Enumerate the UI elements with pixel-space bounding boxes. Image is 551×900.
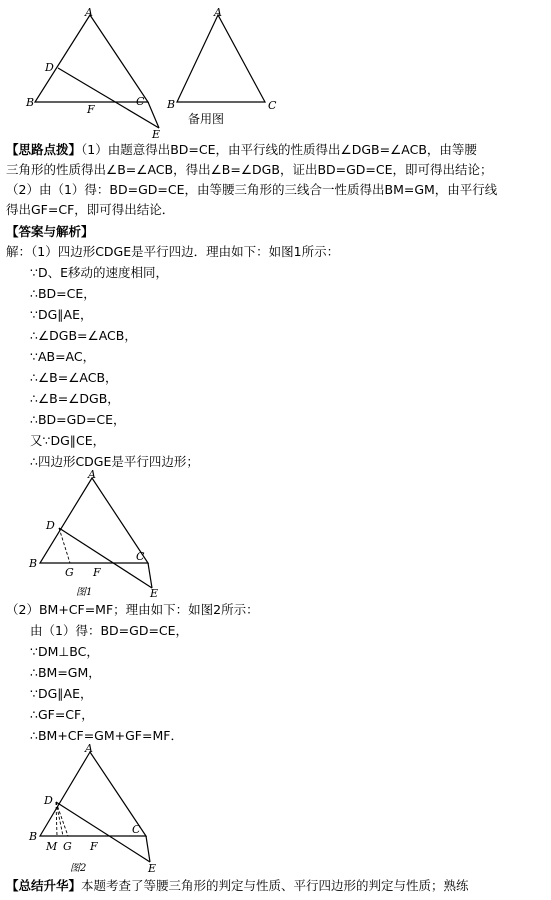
- point-label-f: F: [87, 103, 95, 116]
- fig1-label-e: E: [150, 587, 159, 600]
- part2-step: ∴BM=GM，: [30, 665, 101, 680]
- fig2-segment-ce: [146, 836, 150, 862]
- hint-line-1: [6, 140, 477, 159]
- part1-intro: 解：（1）四边形CDGE是平行四边．理由如下：如图1所示：: [6, 244, 340, 259]
- part2-step: ∴GF=CF，: [30, 707, 94, 722]
- backup-triangle-abc: [177, 15, 265, 102]
- hint-line-2: 三角形的性质得出∠B=∠ACB，得出∠B=∠DGB，证出BD=GD=CE，即可得出结论；: [6, 162, 493, 177]
- fig2-label-d: D: [44, 794, 53, 807]
- part1-step: ∵AB=AC，: [30, 349, 96, 364]
- hint-line-3: （2）由（1）得：BD=GD=CE，由等腰三角形的三线合一性质得出BM=GM，由平行线: [6, 182, 498, 197]
- fig2-segment-dg-2: [56, 802, 63, 836]
- answer-heading: 【答案与解析】: [6, 224, 94, 239]
- summary-heading: 【总结升华】: [6, 878, 82, 893]
- backup-label-c: C: [268, 99, 277, 112]
- part1-step: ∵D、E移动的速度相同，: [30, 265, 168, 280]
- backup-label-a: A: [214, 6, 222, 19]
- point-label-c: C: [136, 95, 145, 108]
- figure-1: [28, 470, 168, 600]
- fig1-segment-dg: [59, 528, 70, 563]
- fig1-label-a: A: [88, 468, 96, 481]
- part2-step: ∴BM+CF=GM+GF=MF．: [30, 728, 183, 743]
- point-label-e: E: [152, 128, 161, 141]
- part2-step: ∵DM⊥BC，: [30, 644, 99, 659]
- part1-step: 又∵DG∥CE，: [30, 433, 106, 448]
- backup-figure-caption: 备用图: [188, 112, 225, 126]
- backup-label-b: B: [167, 98, 176, 111]
- part1-step: ∴BD=GD=CE，: [30, 412, 126, 427]
- summary-text: 本题考查了等腰三角形的判定与性质、平行四边形的判定与性质；熟练: [81, 878, 469, 893]
- part2-intro: （2）BM+CF=MF；理由如下：如图2所示：: [6, 602, 259, 617]
- fig2-label-m: M: [46, 840, 58, 853]
- fig2-label-a: A: [85, 742, 93, 755]
- fig2-label-f: F: [90, 840, 98, 853]
- fig1-label-d: D: [46, 519, 55, 532]
- fig1-label-c: C: [136, 550, 145, 563]
- fig2-label-g: G: [63, 840, 72, 853]
- part1-step: ∴BD=CE，: [30, 286, 96, 301]
- fig1-caption: 图1: [76, 587, 93, 598]
- fig2-label-e: E: [148, 862, 157, 875]
- part2-step: 由（1）得：BD=GD=CE，: [30, 623, 189, 638]
- fig2-caption: 图2: [70, 863, 87, 874]
- fig1-label-f: F: [93, 566, 101, 579]
- point-label-b: B: [26, 96, 35, 109]
- point-label-a: A: [85, 6, 93, 19]
- summary-line: [6, 876, 469, 895]
- part1-step: ∴∠B=∠DGB，: [30, 391, 120, 406]
- fig1-segment-ce: [148, 563, 152, 588]
- part1-step: ∴四边形CDGE是平行四边形；: [30, 454, 199, 469]
- part1-step: ∵DG∥AE，: [30, 307, 93, 322]
- fig2-triangle-abc: [40, 752, 146, 836]
- hint-heading: 【思路点拨】: [6, 142, 82, 157]
- part1-step: ∴∠DGB=∠ACB，: [30, 328, 137, 343]
- point-label-d: D: [45, 61, 54, 74]
- figure-2: [28, 744, 168, 876]
- triangle-abc: [35, 15, 148, 102]
- fig2-segment-dg: [56, 802, 68, 836]
- fig2-label-b: B: [29, 830, 38, 843]
- fig1-label-g: G: [65, 566, 74, 579]
- fig1-label-b: B: [29, 557, 38, 570]
- hint-line-4: 得出GF=CF，即可得出结论．: [6, 202, 175, 217]
- top-triangle-figure: [25, 5, 175, 140]
- fig2-label-c: C: [132, 823, 141, 836]
- part2-step: ∵DG∥AE，: [30, 686, 93, 701]
- hint-text-1: （1）由题意得出BD=CE，由平行线的性质得出∠DGB=∠ACB，由等腰: [81, 142, 477, 157]
- part1-step: ∴∠B=∠ACB，: [30, 370, 118, 385]
- backup-triangle-figure: [165, 5, 285, 130]
